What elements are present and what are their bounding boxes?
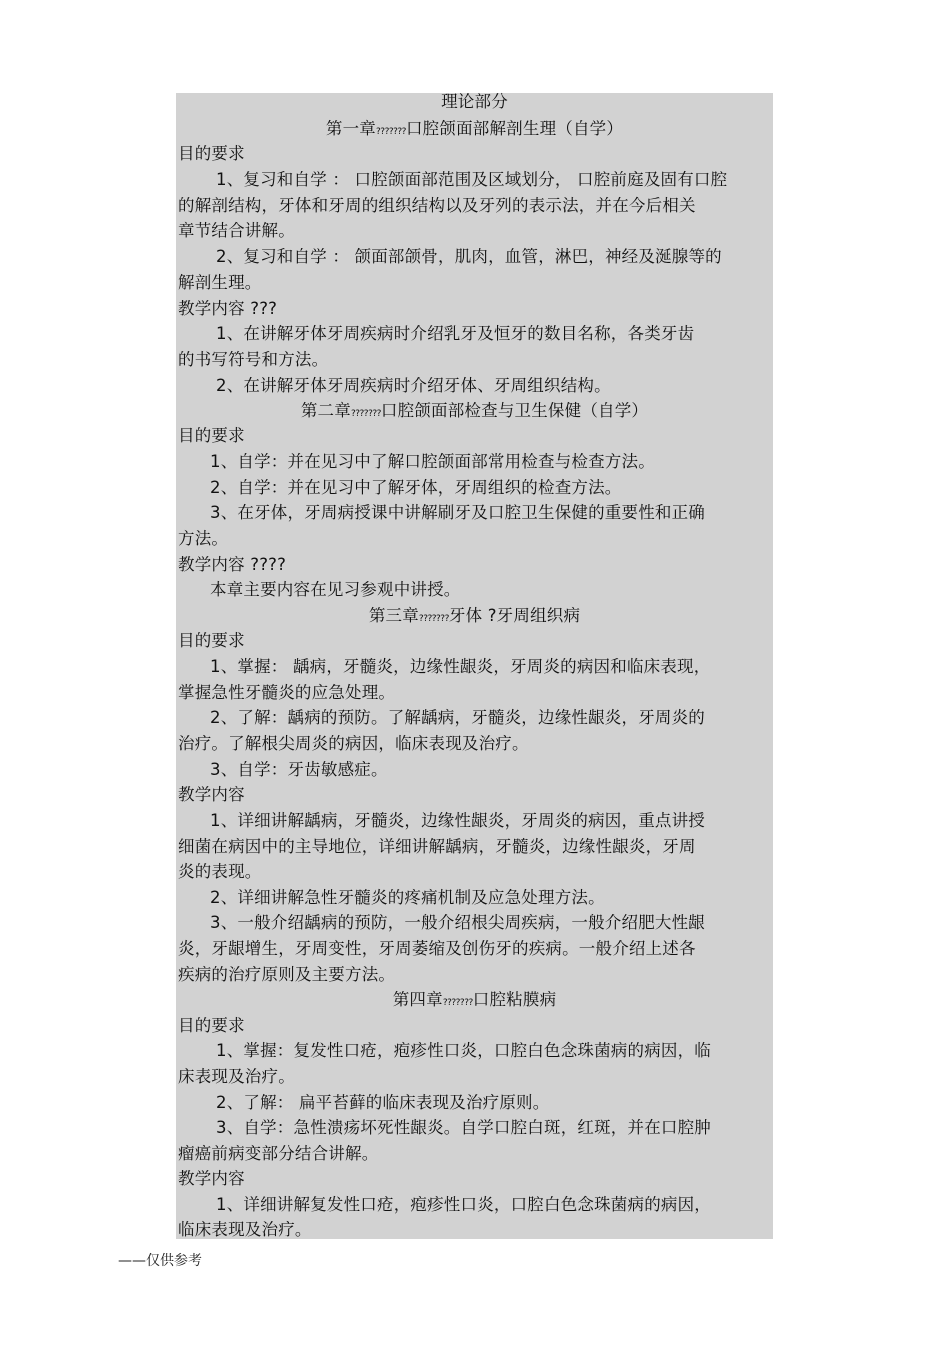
chapter-1-content-1-line-1: 1、在讲解牙体牙周疾病时介绍乳牙及恒牙的数目名称，各类牙齿	[216, 324, 695, 343]
chapter-3-goal-1-line-1: 1、掌握： 龋病，牙髓炎，边缘性龈炎，牙周炎的病因和临床表现，	[210, 657, 711, 676]
chapter-3-content-2: 2、详细讲解急性牙髓炎的疼痛机制及应急处理方法。	[210, 888, 605, 907]
chapter-3-title: 第三章???????牙体 ?牙周组织病	[368, 606, 581, 625]
chapter-1-content-1-line-2: 的书写符号和方法。	[178, 350, 329, 369]
chapter-4-title: 第四章???????口腔粘膜病	[392, 990, 557, 1009]
chapter-1-goal-2-line-1: 2、复习和自学 ： 颌面部颌骨，肌肉，血管，淋巴，神经及涎腺等的	[216, 247, 722, 266]
chapter-4-content-1-line-2: 临床表现及治疗。	[178, 1220, 312, 1239]
chapter-2-goal-1: 1、自学：并在见习中了解口腔颌面部常用检查与检查方法。	[210, 452, 655, 471]
chapter-2-content-1: 本章主要内容在见习参观中讲授。	[210, 580, 461, 599]
chapter-3-goal-2-line-2: 治疗。了解根尖周炎的病因，临床表现及治疗。	[178, 734, 529, 753]
footer-note: ——仅供参考	[118, 1253, 202, 1269]
chapter-3-content-3-line-3: 疾病的治疗原则及主要方法。	[178, 965, 396, 984]
chapter-4-goal-3-line-2: 瘤癌前病变部分结合讲解。	[178, 1144, 379, 1163]
chapter-1-goal-1-line-3: 章节结合讲解。	[178, 221, 295, 240]
chapter-3-content-1-line-2: 细菌在病因中的主导地位，详细讲解龋病，牙髓炎，边缘性龈炎，牙周	[178, 837, 696, 856]
chapter-4-goal-1-line-1: 1、掌握：复发性口疮，疱疹性口炎，口腔白色念珠菌病的病因，临	[216, 1041, 711, 1060]
chapter-3-content-3-line-2: 炎，牙龈增生，牙周变性，牙周萎缩及创伤牙的疾病。一般介绍上述各	[178, 939, 696, 958]
chapter-4-content-heading: 教学内容	[178, 1169, 245, 1188]
chapter-4-goal-3-line-1: 3、自学：急性溃疡坏死性龈炎。自学口腔白斑，红斑，并在口腔肿	[216, 1118, 711, 1137]
chapter-2-goal-3-line-2: 方法。	[178, 529, 229, 548]
chapter-2-goal-3-line-1: 3、在牙体，牙周病授课中讲解刷牙及口腔卫生保健的重要性和正确	[210, 503, 705, 522]
chapter-3-content-heading: 教学内容	[178, 785, 245, 804]
chapter-1-content-heading: 教学内容 ???	[178, 299, 278, 318]
chapter-2-content-heading: 教学内容 ????	[178, 555, 287, 574]
chapter-1-content-2: 2、在讲解牙体牙周疾病时介绍牙体、牙周组织结构。	[216, 376, 611, 395]
chapter-1-goal-1-line-1: 1、复习和自学 ： 口腔颌面部范围及区域划分， 口腔前庭及固有口腔	[216, 170, 728, 189]
chapter-1-title: 第一章???????口腔颌面部解剖生理（自学）	[325, 119, 624, 138]
chapter-3-goal-1-line-2: 掌握急性牙髓炎的应急处理。	[178, 683, 396, 702]
chapter-4-goal-1-line-2: 床表现及治疗。	[178, 1067, 295, 1086]
chapter-1-goals-heading: 目的要求	[178, 144, 245, 163]
chapter-3-content-1-line-1: 1、详细讲解龋病，牙髓炎，边缘性龈炎，牙周炎的病因，重点讲授	[210, 811, 705, 830]
chapter-4-goals-heading: 目的要求	[178, 1016, 245, 1035]
chapter-2-goal-2: 2、自学：并在见习中了解牙体，牙周组织的检查方法。	[210, 478, 622, 497]
section-title: 理论部分	[441, 92, 508, 111]
chapter-3-content-1-line-3: 炎的表现。	[178, 862, 262, 881]
chapter-1-goal-2-line-2: 解剖生理。	[178, 273, 262, 292]
chapter-3-goal-3: 3、自学：牙齿敏感症。	[210, 760, 388, 779]
chapter-4-content-1-line-1: 1、详细讲解复发性口疮，疱疹性口炎，口腔白色念珠菌病的病因，	[216, 1195, 711, 1214]
chapter-3-goals-heading: 目的要求	[178, 631, 245, 650]
chapter-4-goal-2: 2、了解： 扁平苔藓的临床表现及治疗原则。	[216, 1093, 550, 1112]
chapter-3-content-3-line-1: 3、一般介绍龋病的预防，一般介绍根尖周疾病，一般介绍肥大性龈	[210, 913, 705, 932]
chapter-2-goals-heading: 目的要求	[178, 426, 245, 445]
chapter-1-goal-1-line-2: 的解剖结构，牙体和牙周的组织结构以及牙列的表示法，并在今后相关	[178, 196, 696, 215]
chapter-2-title: 第二章???????口腔颌面部检查与卫生保健（自学）	[300, 401, 649, 420]
chapter-3-goal-2-line-1: 2、了解：龋病的预防。了解龋病，牙髓炎，边缘性龈炎，牙周炎的	[210, 708, 705, 727]
